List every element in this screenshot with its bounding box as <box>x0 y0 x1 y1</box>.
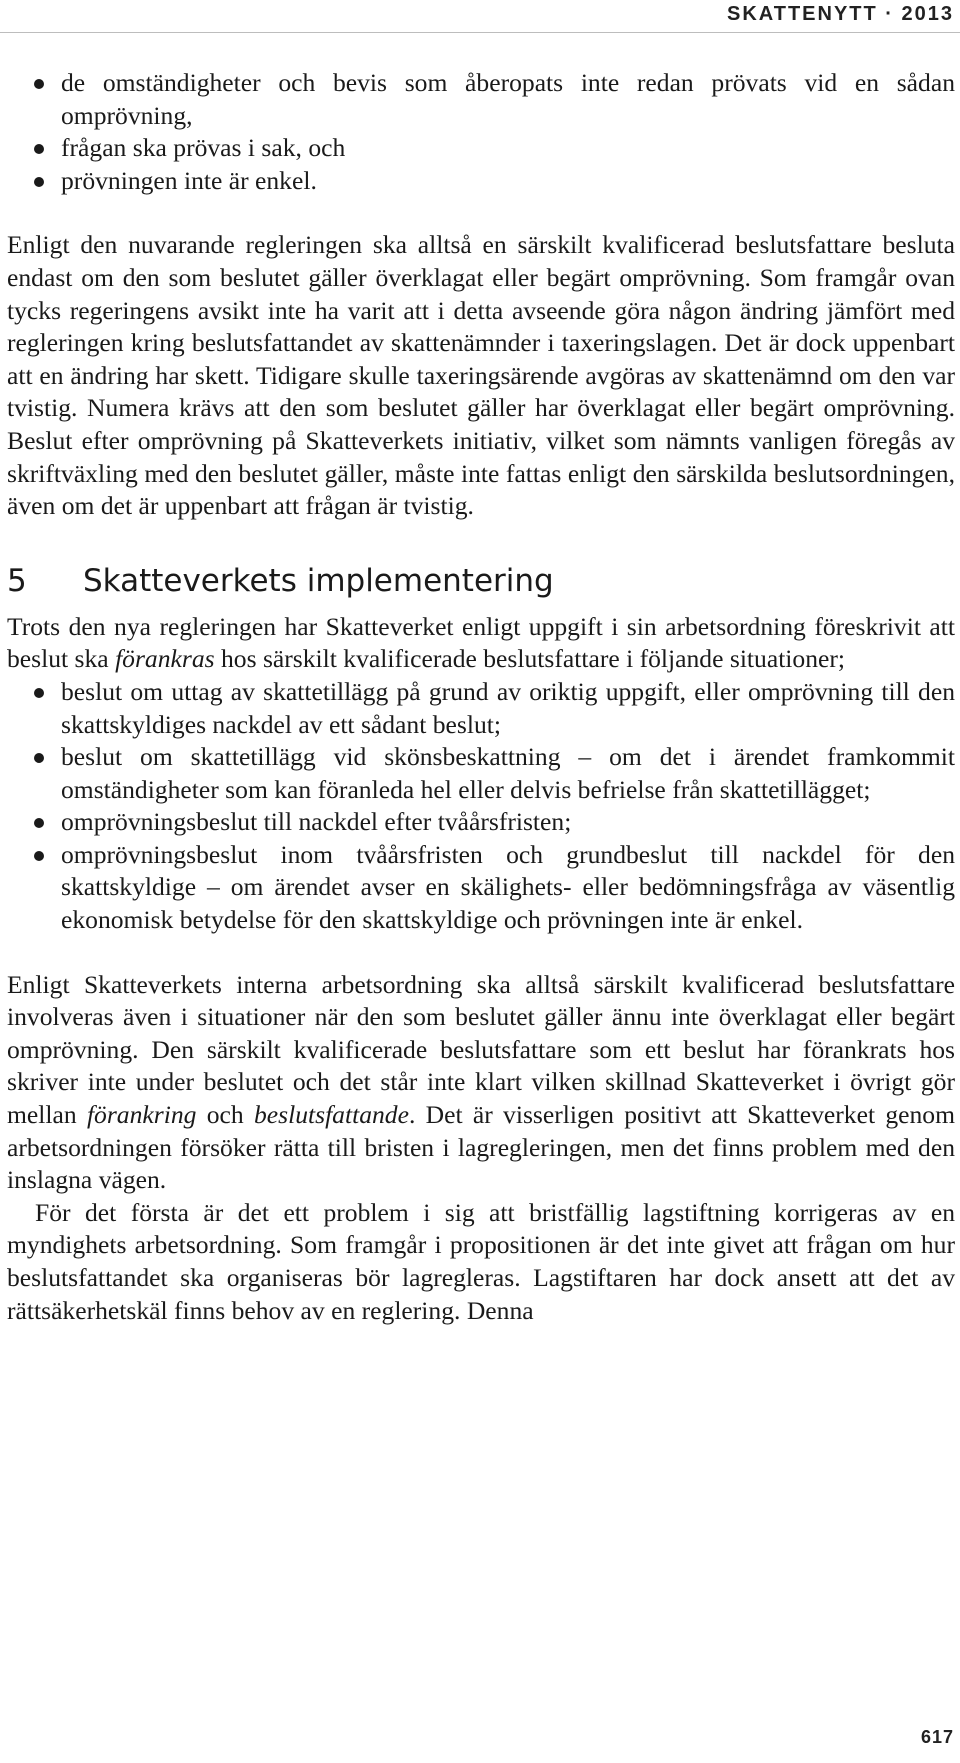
paragraph-2-text: Trots den nya regleringen har Skatteverket enligt uppgift i sin arbetsordning föreskrivit att beslut ska <box>7 611 955 674</box>
section-number: 5 <box>7 562 27 599</box>
paragraph-3-text: och <box>196 1100 254 1130</box>
list-item: beslut om uttag av skattetillägg på grund av oriktig uppgift, eller omprövning till den skattskyldiges nackdel av ett sådant beslut; <box>7 676 955 741</box>
section-heading <box>7 561 955 601</box>
paragraph-3 <box>7 969 955 1197</box>
list-item: frågan ska prövas i sak, och <box>7 132 955 165</box>
list-item: omprövningsbeslut till nackdel efter tvåårsfristen; <box>7 806 955 839</box>
page-number: 617 <box>920 1727 954 1747</box>
emphasis-term: förankras <box>115 644 215 674</box>
list-item: prövningen inte är enkel. <box>7 165 955 198</box>
section-title: Skatteverkets implementering <box>83 562 554 599</box>
page-body <box>7 67 955 1327</box>
paragraph-2-text-end: hos särskilt kvalificerade beslutsfattare i följande situationer; <box>214 644 846 674</box>
paragraph-1: Enligt den nuvarande regleringen ska alltså en särskilt kvalificerad beslutsfattare besluta endast om den som beslutet gäller överklagat eller begärt omprövning. Som framgår ovan tycks regeringens avsikt inte ha varit att i detta avseende göra någon ändring jämfört med regleringen kring beslutsfattandet av skattenämnder i taxeringslagen. Det är dock uppenbart att en ändring har skett. Tidigare skulle taxeringsärende avgöras av skattenämnd om den var tvistig. Numera krävs att den som beslutet gäller har överklagat eller begärt omprövning. Beslut efter omprövning på Skatteverkets initiativ, vilket som nämnts vanligen föregås av skriftväxling med den beslutet gäller, måste inte fattas enligt den särskilda beslutsordningen, även om det är uppenbart att frågan är tvistig. <box>7 230 955 521</box>
paragraph-3-text: Enligt Skatteverkets interna arbetsordning ska alltså särskilt kvalificerad beslutsfattare involveras även i situationer när den som beslutet gäller ännu inte överklagat eller begärt omprövning. Den särskilt kvalificerade beslutsfattare som ett beslut har förankrats hos skriver inte under beslutet och det står inte klart vilken skillnad Skatteverket i övrigt gör mellan <box>7 969 955 1130</box>
page-header <box>0 0 960 33</box>
bullet-list-middle <box>7 676 955 937</box>
list-item: omprövningsbeslut inom tvåårsfristen och grundbeslut till nackdel för den skattskyldige – om ärendet avser en skälighets- eller bedömningsfråga av väsentlig ekonomisk betydelse för den skattskyldige och prövningen inte är enkel. <box>7 839 955 937</box>
paragraph-2 <box>7 611 955 676</box>
emphasis-term: förankring <box>86 1100 197 1130</box>
emphasis-term: beslutsfattande <box>253 1100 409 1130</box>
paragraph-3-text: . Det är visserligen positivt att Skatteverket genom arbetsordningen försöker rätta till bristen i lagregleringen, men det finns problem med den inslagna vägen. <box>7 1100 955 1195</box>
paragraph-4: För det första är det ett problem i sig att bristfällig lagstiftning korrigeras av en myndighets arbetsordning. Som framgår i propositionen är det inte givet att frågan om hur beslutsfattandet ska organiseras bör lagregleras. Lagstiftaren har dock ansett att det av rättsäkerhetskäl finns behov av en reglering. Denna <box>7 1197 955 1325</box>
running-head: SKATTENYTT · 2013 <box>727 3 954 25</box>
bullet-list-top <box>7 67 955 197</box>
list-item: de omständigheter och bevis som åberopats inte redan prövats vid en sådan omprövning, <box>7 67 955 132</box>
list-item: beslut om skattetillägg vid skönsbeskattning – om det i ärendet framkommit omständigheter som kan föranleda hel eller delvis befrielse från skattetillägget; <box>7 741 955 806</box>
